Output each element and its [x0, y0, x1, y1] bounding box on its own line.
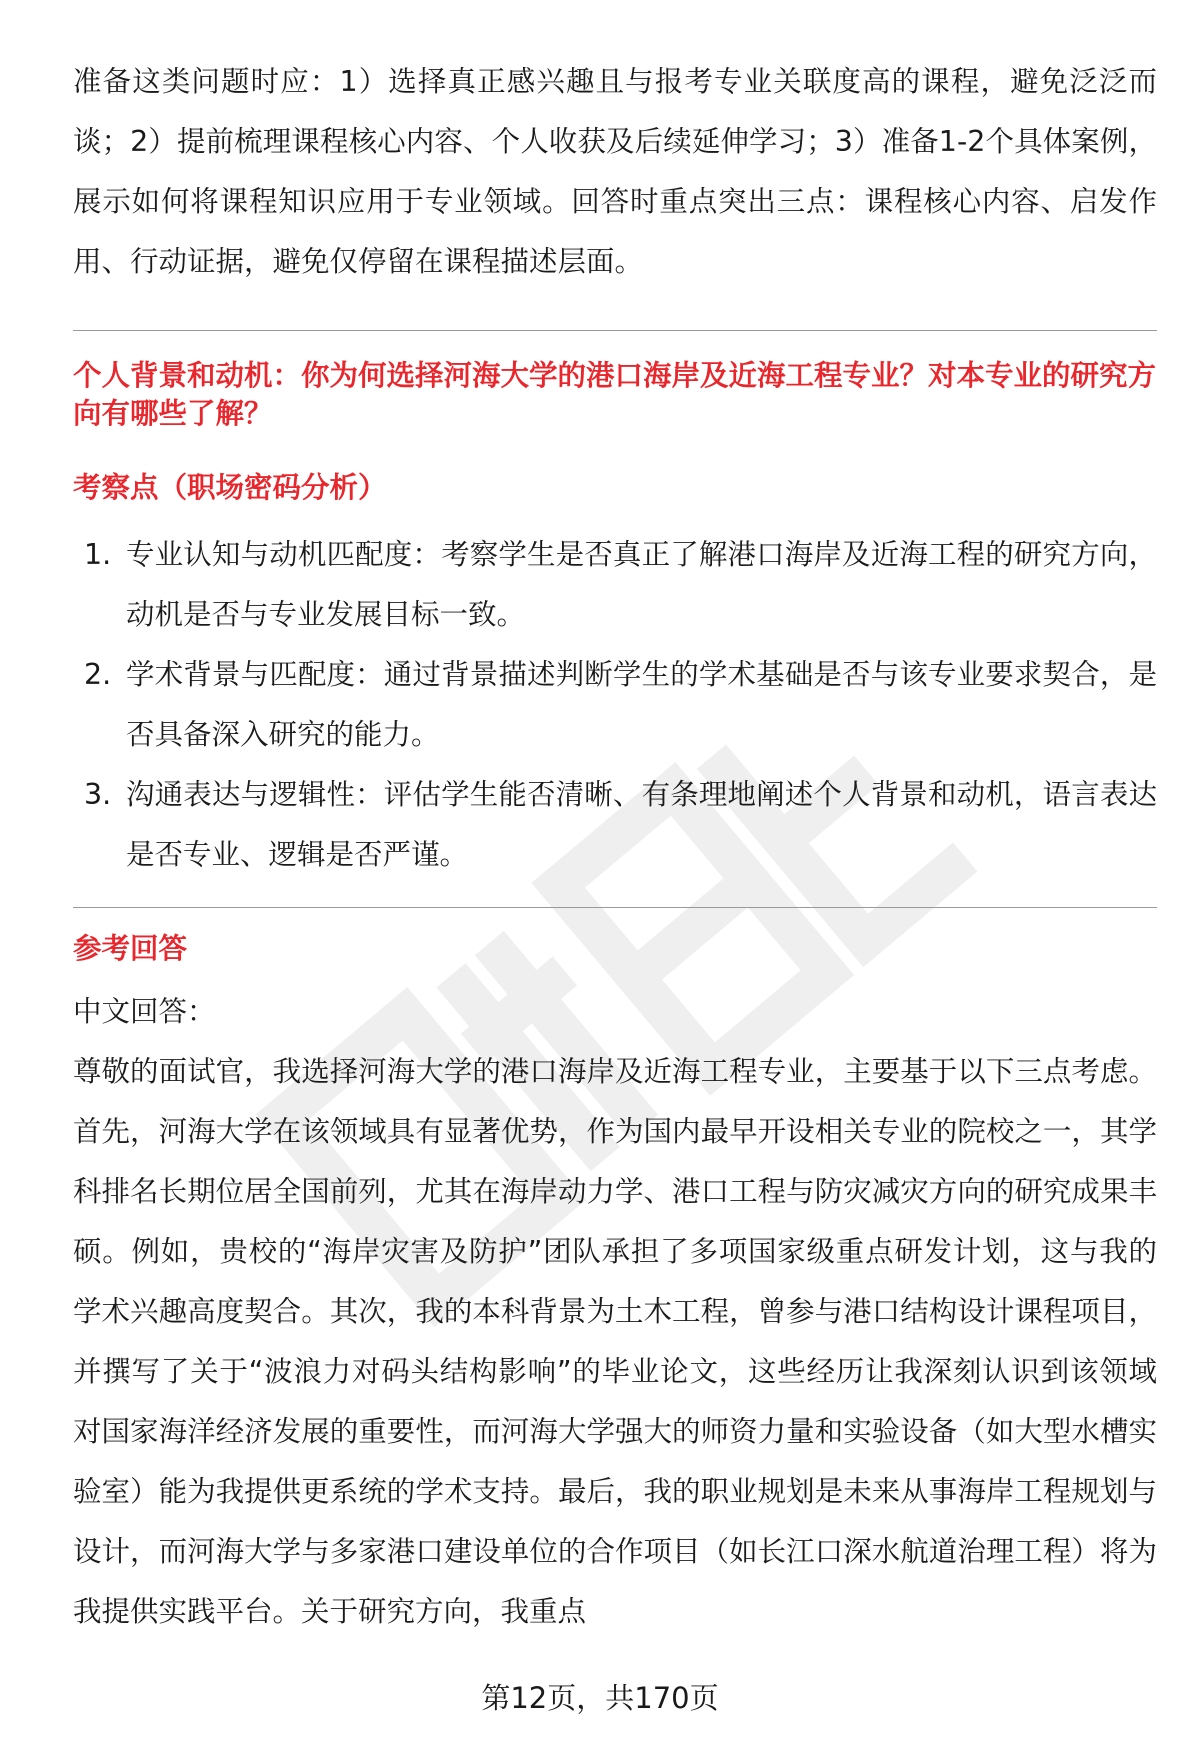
assessment-item — [73, 525, 1157, 645]
list-item-text: 学术背景与匹配度：通过背景描述判断学生的学术基础是否与该专业要求契合，是否具备深入研究的能力。 — [126, 658, 1157, 751]
list-item-text: 专业认知与动机匹配度：考察学生是否真正了解港口海岸及近海工程的研究方向，动机是否与专业发展目标一致。 — [126, 538, 1157, 631]
assessment-list — [73, 525, 1157, 885]
reference-heading: 参考回答 — [73, 932, 188, 965]
answer-body: 尊敬的面试官，我选择河海大学的港口海岸及近海工程专业，主要基于以下三点考虑。首先，河海大学在该领域具有显著优势，作为国内最早开设相关专业的院校之一，其学科排名长期位居全国前列，尤其在海岸动力学、港口工程与防灾减灾方向的研究成果丰硕。例如，贵校的“海岸灾害及防护”团队承担了多项国家级重点研发计划，这与我的学术兴趣高度契合。其次，我的本科背景为土木工程，曾参与港口结构设计课程项目，并撰写了关于“波浪力对码头结构影响”的毕业论文，这些经历让我深刻认识到该领域对国家海洋经济发展的重要性，而河海大学强大的师资力量和实验设备（如大型水槽实验室）能为我提供更系统的学术支持。最后，我的职业规划是未来从事海岸工程规划与设计，而河海大学与多家港口建设单位的合作项目（如长江口深水航道治理工程）将为我提供实践平台。关于研究方向，我重点 — [73, 1055, 1157, 1628]
answer-language-label: 中文回答： — [73, 995, 216, 1028]
assessment-item — [73, 765, 1157, 885]
list-number: 2. — [84, 658, 112, 691]
section-divider — [73, 907, 1157, 908]
assessment-heading: 考察点（职场密码分析） — [73, 471, 387, 504]
document-page — [73, 0, 1157, 1642]
question-heading: 个人背景和动机：你为何选择河海大学的港口海岸及近海工程专业？对本专业的研究方向有哪些了解？ — [73, 359, 1157, 430]
section-divider — [73, 330, 1157, 331]
list-number: 3. — [84, 778, 112, 811]
list-item-text: 沟通表达与逻辑性：评估学生能否清晰、有条理地阐述个人背景和动机，语言表达是否专业、逻辑是否严谨。 — [126, 778, 1157, 871]
list-number: 1. — [84, 538, 112, 571]
page-footer: 第12页，共170页 — [481, 1681, 719, 1715]
intro-paragraph: 准备这类问题时应：1）选择真正感兴趣且与报考专业关联度高的课程，避免泛泛而谈；2）提前梳理课程核心内容、个人收获及后续延伸学习；3）准备1-2个具体案例，展示如何将课程知识应用于专业领域。回答时重点突出三点：课程核心内容、启发作用、行动证据，避免仅停留在课程描述层面。 — [73, 65, 1157, 278]
assessment-item — [73, 645, 1157, 765]
